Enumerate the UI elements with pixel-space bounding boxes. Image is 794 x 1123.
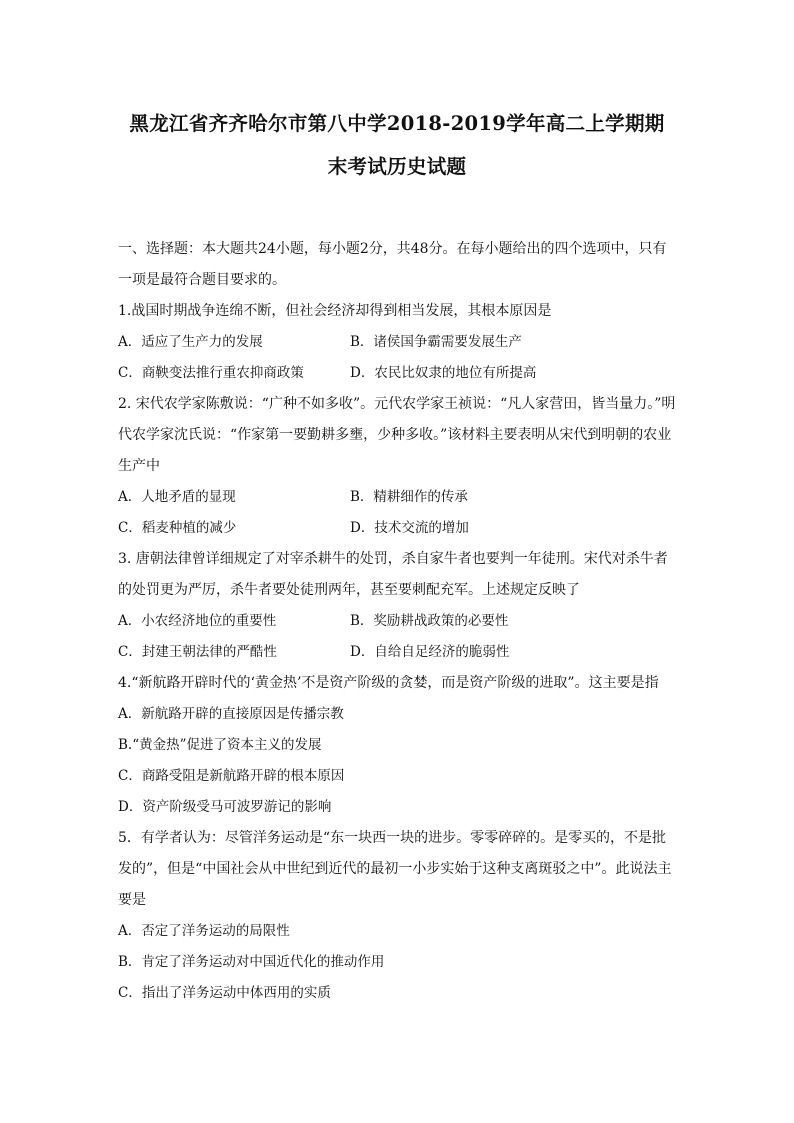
- question-2: [118, 389, 676, 544]
- options-group: [118, 916, 676, 1009]
- question-1: [118, 296, 676, 389]
- option-b: B．肯定了洋务运动对中国近代化的推动作用: [118, 954, 385, 970]
- section-intro: 一、选择题：本大题共24小题，每小题2分，共48分。在每小题给出的四个选项中，只有一项是最符合题目要求的。: [118, 241, 667, 288]
- option-c: C．商鞅变法推行重农抑商政策: [118, 365, 304, 381]
- options-group: [118, 606, 676, 668]
- option-d: D．资产阶级受马可波罗游记的影响: [118, 799, 332, 815]
- question-stem: 5．有学者认为：尽管洋务运动是“东一块西一块的进步。零零碎碎的。是零买的，不是批发的”，但是“中国社会从中世纪到近代的最初一小步实始于这种支离斑驳之中”。此说法主要是: [118, 830, 672, 908]
- question-3: [118, 544, 676, 668]
- option-b: B．精耕细作的传承: [350, 489, 468, 505]
- option-d: D．技术交流的增加: [350, 520, 469, 536]
- option-c: C．商路受阻是新航路开辟的根本原因: [118, 768, 345, 784]
- document-title: [118, 102, 676, 188]
- option-a: A．否定了洋务运动的局限性: [118, 923, 290, 939]
- option-c: C．稻麦种植的减少: [118, 520, 237, 536]
- option-a: A．小农经济地位的重要性: [118, 613, 277, 629]
- option-b: B.“黄金热”促进了资本主义的发展: [118, 737, 322, 753]
- option-d: D．农民比奴隶的地位有所提高: [350, 365, 537, 381]
- option-a: A．适应了生产力的发展: [118, 334, 263, 350]
- option-d: D．自给自足经济的脆弱性: [350, 644, 510, 660]
- option-c: C．封建王朝法律的严酷性: [118, 644, 277, 660]
- option-a: A．新航路开辟的直接原因是传播宗教: [118, 706, 344, 722]
- options-group: [118, 482, 676, 544]
- question-stem: 4.“新航路开辟时代的‘黄金热’不是资产阶级的贪婪，而是资产阶级的进取”。这主要是指: [118, 675, 659, 691]
- option-c: C．指出了洋务运动中体西用的实质: [118, 985, 331, 1001]
- title-line-1: 黑龙江省齐齐哈尔市第八中学2018-2019学年高二上学期期: [129, 112, 665, 135]
- title-line-2: 末考试历史试题: [327, 155, 467, 178]
- question-stem: 1.战国时期战争连绵不断，但社会经济却得到相当发展，其根本原因是: [118, 303, 552, 319]
- option-b: B．奖励耕战政策的必要性: [350, 613, 509, 629]
- question-5: [118, 823, 676, 1009]
- options-group: [118, 327, 676, 389]
- option-a: A．人地矛盾的显现: [118, 489, 236, 505]
- question-4: [118, 668, 676, 823]
- option-b: B．诸侯国争霸需要发展生产: [350, 334, 522, 350]
- options-group: [118, 699, 676, 823]
- question-stem: 3. 唐朝法律曾详细规定了对宰杀耕牛的处罚，杀自家牛者也要判一年徒刑。宋代对杀牛者的处罚更为严厉，杀牛者要处徒刑两年，甚至要刺配充军。上述规定反映了: [118, 551, 668, 598]
- question-stem: 2. 宋代农学家陈敷说：“广种不如多收”。元代农学家王祯说：“凡人家营田，皆当量力。”明代农学家沈氏说：“作家第一要勤耕多壅，少种多收。”该材料主要表明从宋代到明朝的农业生产中: [118, 396, 676, 474]
